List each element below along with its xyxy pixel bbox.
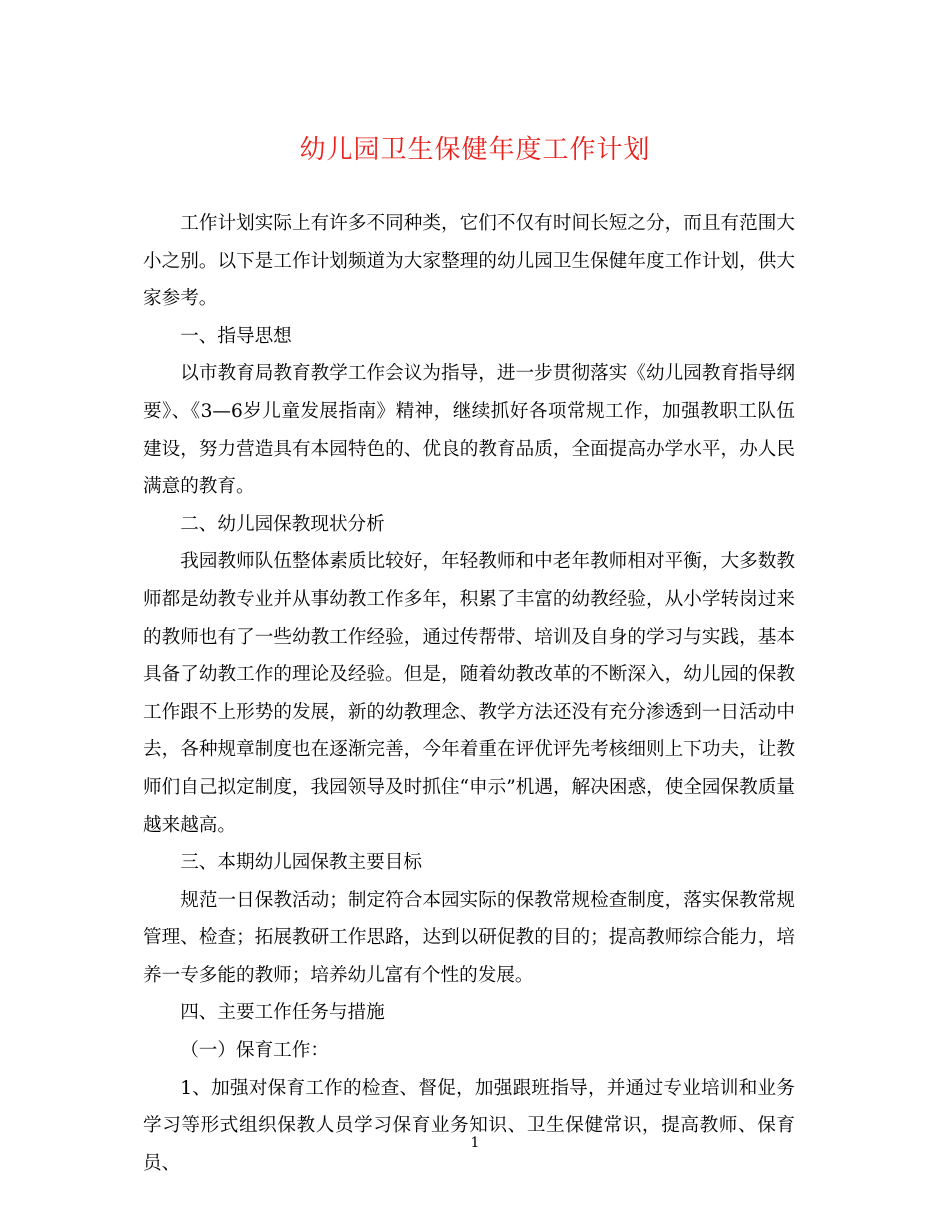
section-heading-guiding-ideology: 一、指导思想 — [180, 325, 292, 347]
main-goals-paragraph: 规范一日保教活动；制定符合本园实际的保教常规检查制度，落实保教常规管理、检查；拓展教研工作思路，达到以研促教的目的；提高教师综合能力，培养一专多能的教师；培养幼儿富有个性的发展。 — [143, 889, 795, 986]
status-analysis-paragraph: 我园教师队伍整体素质比较好，年轻教师和中老年教师相对平衡，大多数教师都是幼教专业并从事幼教工作多年，积累了丰富的幼教经验，从小学转岗过来的教师也有了一些幼教工作经验，通过传帮带、培训及自身的学习与实践，基本具备了幼教工作的理论及经验。但是，随着幼教改革的不断深入，幼儿园的保教工作跟不上形势的发展，新的幼教理念、教学方法还没有充分渗透到一日活动中去，各种规章制度也在逐渐完善，今年着重在评优评先考核细则上下功夫，让教师们自己拟定制度，我园领导及时抓住“申示”机遇，解决困惑，使全园保教质量越来越高。 — [143, 551, 795, 836]
page-number: 1 — [470, 1135, 480, 1151]
guiding-ideology-paragraph: 以市教育局教育教学工作会议为指导，进一步贯彻落实《幼儿园教育指导纲要》、《3—6岁儿童发展指南》精神，继续抓好各项常规工作，加强教职工队伍建设，努力营造具有本园特色的、优良的教育品质，全面提高办学水平，办人民满意的教育。 — [143, 363, 795, 498]
childcare-item-1-paragraph: 1、加强对保育工作的检查、督促，加强跟班指导，并通过专业培训和业务学习等形式组织保教人员学习保育业务知识、卫生保健常识，提高教师、保育员、 — [143, 1077, 795, 1174]
intro-paragraph: 工作计划实际上有许多不同种类，它们不仅有时间长短之分，而且有范围大小之别。以下是工作计划频道为大家整理的幼儿园卫生保健年度工作计划，供大家参考。 — [143, 213, 795, 310]
subsection-heading-childcare-work: （一）保育工作： — [180, 1040, 329, 1062]
section-heading-main-goals: 三、本期幼儿园保教主要目标 — [180, 852, 422, 874]
section-heading-status-analysis: 二、幼儿园保教现状分析 — [180, 513, 385, 535]
document-body — [143, 205, 795, 1182]
section-heading-tasks-measures: 四、主要工作任务与措施 — [180, 1002, 385, 1024]
document-title: 幼儿园卫生保健年度工作计划 — [299, 135, 651, 165]
